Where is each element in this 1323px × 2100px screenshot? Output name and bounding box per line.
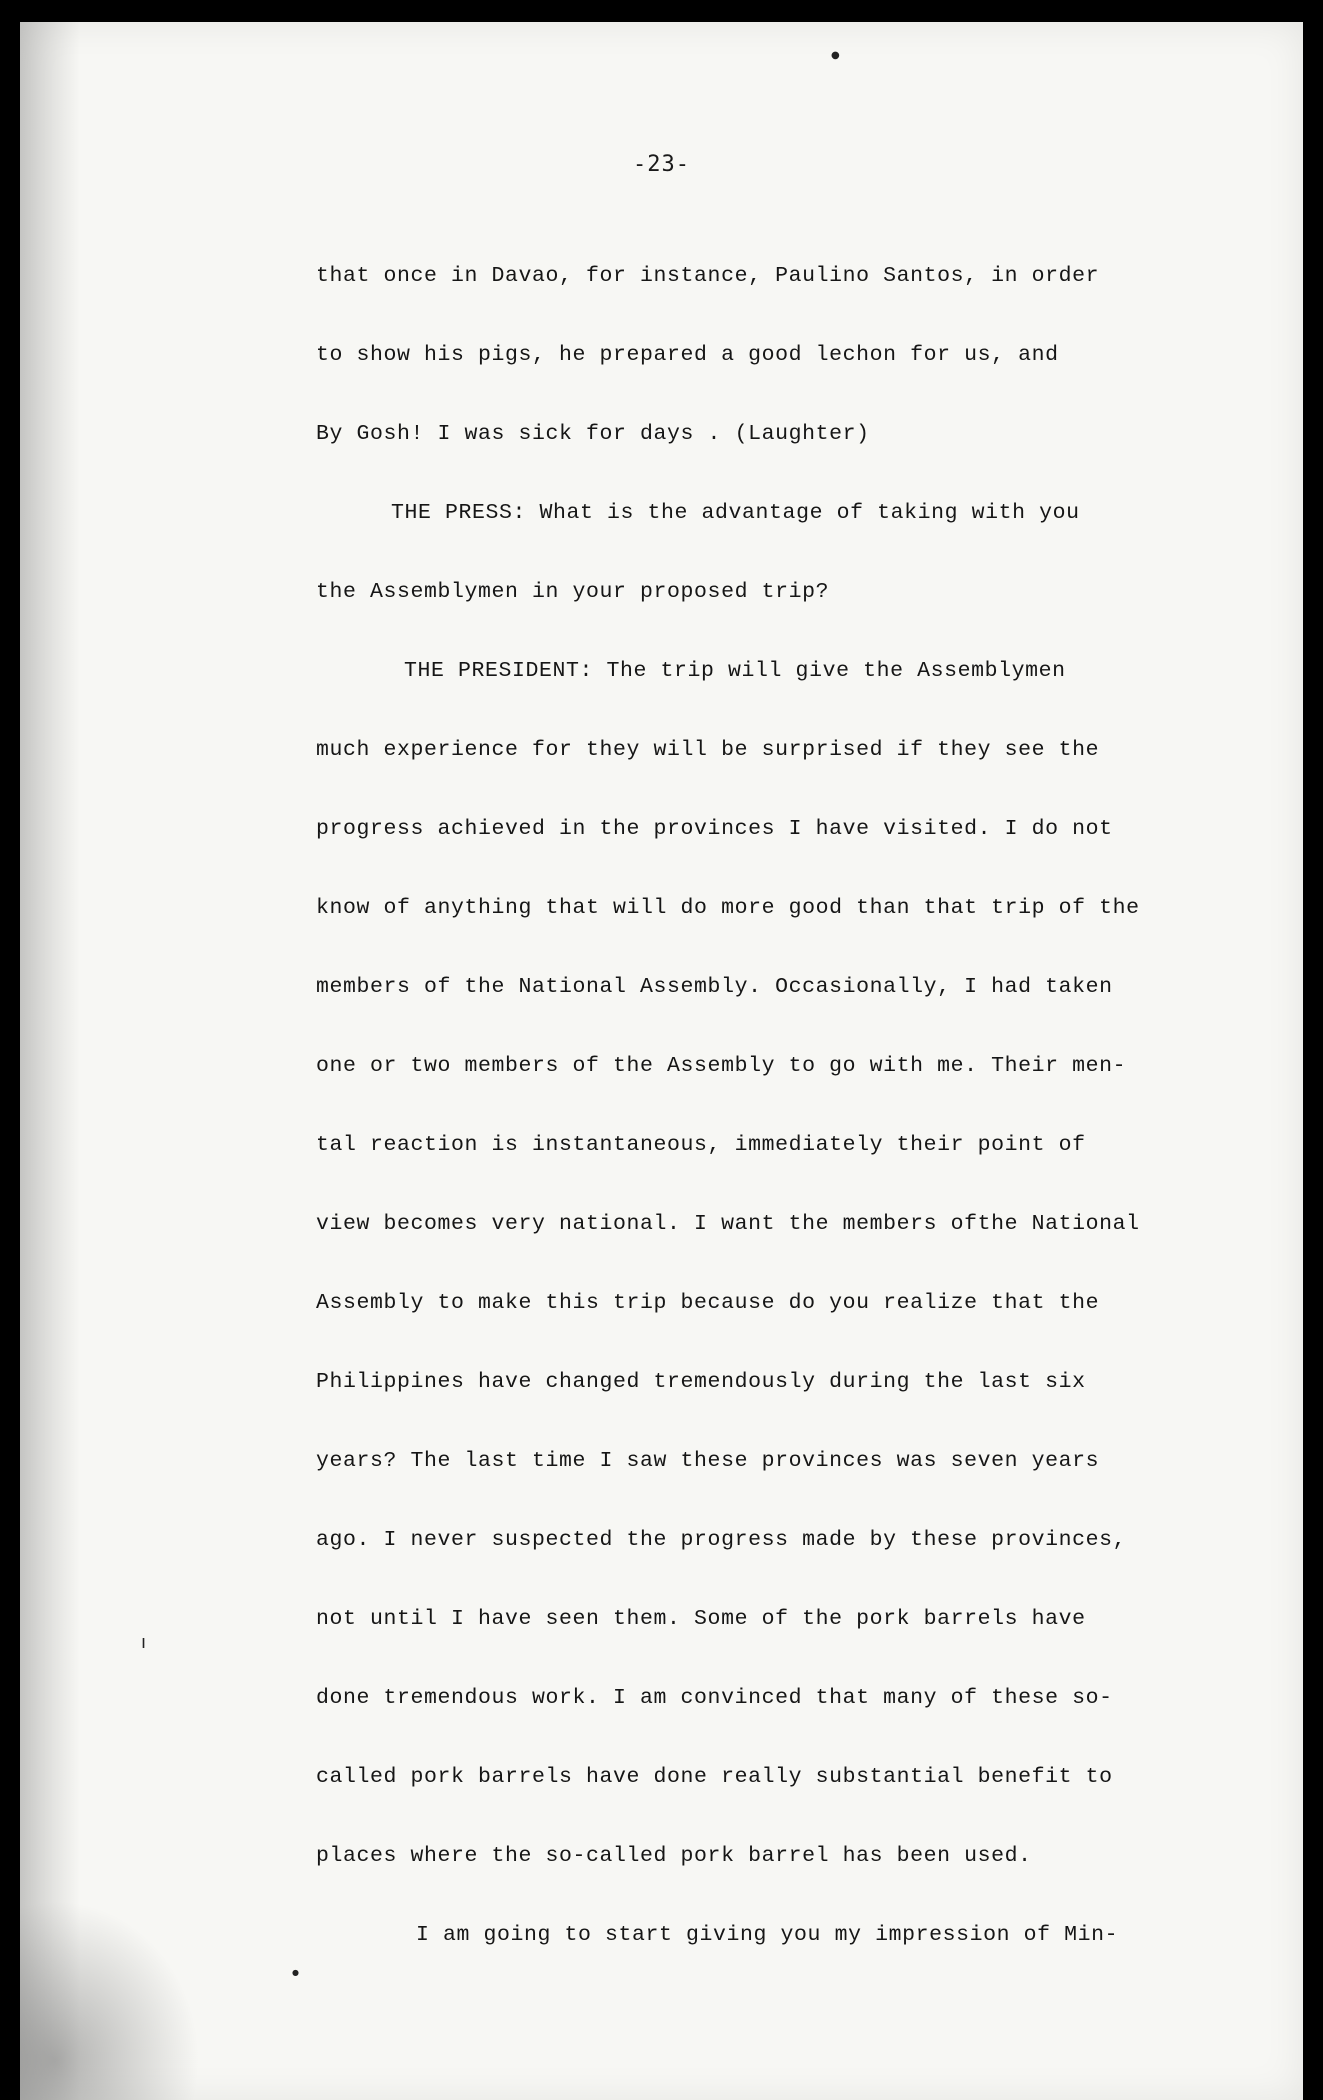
text-line: much experience for they will be surprised if they see the (316, 738, 1100, 762)
ink-speck: ● (831, 50, 840, 61)
text-line: one or two members of the Assembly to go with me. Their men- (316, 1054, 1127, 1078)
text-line-paragraph-start: I am going to start giving you my impression of Min- (416, 1923, 1119, 1947)
text-line: places where the so-called pork barrel has been used. (316, 1844, 1032, 1868)
text-line: By Gosh! I was sick for days . (Laughter) (316, 422, 870, 446)
text-line: the Assemblymen in your proposed trip? (316, 580, 830, 604)
text-line-speaker-president: THE PRESIDENT: The trip will give the Assemblymen (404, 659, 1066, 683)
text-line: view becomes very national. I want the members ofthe National (316, 1212, 1140, 1236)
text-line: that once in Davao, for instance, Paulino Santos, in order (316, 264, 1100, 288)
text-line: not until I have seen them. Some of the pork barrels have (316, 1607, 1086, 1631)
text-line: ago. I never suspected the progress made by these provinces, (316, 1528, 1127, 1552)
text-line: Philippines have changed tremendously during the last six (316, 1370, 1086, 1394)
ink-speck: ● (292, 1968, 299, 1977)
page-number: -23- (633, 152, 690, 177)
text-line: tal reaction is instantaneous, immediately their point of (316, 1133, 1086, 1157)
body-text (316, 258, 1146, 1996)
text-line: called pork barrels have done really substantial benefit to (316, 1765, 1113, 1789)
text-line: progress achieved in the provinces I have visited. I do not (316, 817, 1113, 841)
text-line: years? The last time I saw these provinces was seven years (316, 1449, 1100, 1473)
text-line-speaker-press: THE PRESS: What is the advantage of taking with you (391, 501, 1080, 525)
document-page (20, 22, 1303, 2100)
text-line: Assembly to make this trip because do you realize that the (316, 1291, 1100, 1315)
text-line: members of the National Assembly. Occasionally, I had taken (316, 975, 1113, 999)
text-line: know of anything that will do more good than that trip of the (316, 896, 1140, 920)
ink-speck: ı (141, 1632, 147, 1653)
text-line: to show his pigs, he prepared a good lechon for us, and (316, 343, 1059, 367)
text-line: done tremendous work. I am convinced that many of these so- (316, 1686, 1113, 1710)
